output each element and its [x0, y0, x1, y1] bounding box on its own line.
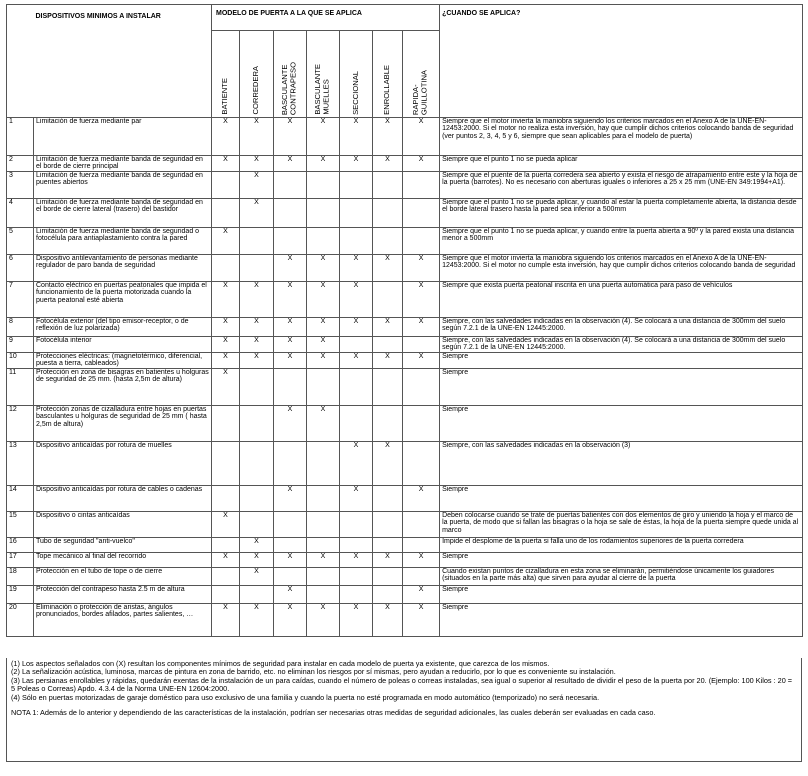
door-mark-cell: X [212, 318, 240, 337]
row-number: 14 [7, 486, 34, 512]
row-number: 4 [7, 199, 34, 228]
door-mark-cell [307, 568, 340, 586]
door-mark-cell: X [340, 604, 373, 637]
door-mark-cell: X [403, 255, 440, 282]
condition-text: Siempre que el punto 1 no se pueda aplicar [440, 156, 803, 172]
door-model-header: MODELO DE PUERTA A LA QUE SE APLICA [212, 5, 440, 31]
door-mark-cell [373, 406, 403, 442]
door-mark-cell: X [274, 337, 307, 353]
door-mark-cell: X [373, 318, 403, 337]
door-mark-cell: X [240, 538, 274, 553]
door-mark-cell: X [340, 282, 373, 318]
condition-text: Siempre [440, 353, 803, 369]
door-mark-cell: X [307, 318, 340, 337]
door-mark-cell: X [340, 318, 373, 337]
door-mark-cell: X [340, 442, 373, 486]
door-mark-cell: X [340, 118, 373, 156]
door-mark-cell [240, 512, 274, 538]
row-number: 2 [7, 156, 34, 172]
door-mark-cell [403, 172, 440, 199]
row-number: 19 [7, 586, 34, 604]
door-mark-cell: X [212, 369, 240, 406]
door-mark-cell: X [403, 318, 440, 337]
table-row [7, 512, 803, 538]
table-row [7, 255, 803, 282]
door-mark-cell: X [240, 353, 274, 369]
door-mark-cell: X [240, 282, 274, 318]
devices-table [6, 4, 803, 637]
device-label: Dispositivo o cintas anticaídas [34, 512, 212, 538]
door-mark-cell [212, 442, 240, 486]
door-mark-cell: X [373, 118, 403, 156]
devices-header: DISPOSITIVOS MINIMOS A INSTALAR [34, 5, 212, 31]
door-mark-cell: X [373, 442, 403, 486]
door-mark-cell [274, 512, 307, 538]
door-mark-cell: X [240, 337, 274, 353]
door-mark-cell [240, 369, 274, 406]
table-row [7, 538, 803, 553]
door-mark-cell [373, 172, 403, 199]
row-number: 6 [7, 255, 34, 282]
row-number: 7 [7, 282, 34, 318]
table-row [7, 586, 803, 604]
door-mark-cell: X [212, 604, 240, 637]
safety-devices-sheet [6, 4, 802, 637]
door-mark-cell [373, 282, 403, 318]
row-number: 3 [7, 172, 34, 199]
door-mark-cell: X [307, 604, 340, 637]
door-mark-cell: X [212, 553, 240, 568]
device-label: Eliminación o protección de aristas, ángulos pronunciados, bordes afilados, partes salientes, … [34, 604, 212, 637]
device-label: Dispositivo anticaídas por rotura de muelles [34, 442, 212, 486]
device-label: Fotocélula interior [34, 337, 212, 353]
condition-text: Siempre [440, 486, 803, 512]
door-mark-cell: X [212, 353, 240, 369]
condition-text: Siempre [440, 604, 803, 637]
note-2: (2) La señalización acústica, luminosa, marcas de pintura en zona de barrido, etc. no eliminan los riesgos por sí mismas, pero ayudan a reducirlo, por lo que es conveniente su instalación. [11, 667, 616, 677]
table-row [7, 553, 803, 568]
device-label: Protección del contrapeso hasta 2.5 m de altura [34, 586, 212, 604]
door-mark-cell [340, 172, 373, 199]
door-mark-cell: X [274, 255, 307, 282]
door-mark-cell [240, 406, 274, 442]
door-mark-cell: X [373, 255, 403, 282]
table-row [7, 118, 803, 156]
condition-text: Siempre que el punto 1 no se pueda aplicar, y cuando entre la puerta abierta a 90º y la pared exista una distancia menor a 500mm [440, 228, 803, 255]
condition-text: Siempre que exista puerta peatonal inscrita en una puerta automática para paso de vehículos [440, 282, 803, 318]
door-mark-cell [274, 369, 307, 406]
door-mark-cell: X [307, 156, 340, 172]
door-mark-cell: X [307, 118, 340, 156]
door-mark-cell [307, 442, 340, 486]
row-number: 9 [7, 337, 34, 353]
door-mark-cell: X [307, 353, 340, 369]
door-mark-cell [373, 538, 403, 553]
device-label: Limitación de fuerza mediante banda de seguridad en el borde de cierre lateral (trasero) del bastidor [34, 199, 212, 228]
door-mark-cell [403, 369, 440, 406]
row-number: 1 [7, 118, 34, 156]
door-mark-cell: X [274, 318, 307, 337]
door-mark-cell [212, 586, 240, 604]
door-mark-cell [240, 442, 274, 486]
door-type-batiente: BATIENTE [220, 78, 230, 115]
door-mark-cell [212, 172, 240, 199]
condition-text: Deben colocarse cuando se trate de puertas batientes con dos elementos de giro y uniendo la hoja y el marco de la puerta, de modo que si fallan las bisagras o la hoja se sale de éstas, la hoja de la puerta siempre quede unida al marco [440, 512, 803, 538]
door-mark-cell: X [212, 337, 240, 353]
device-label: Tope mecánico al final del recorrido [34, 553, 212, 568]
table-row [7, 568, 803, 586]
door-mark-cell: X [403, 156, 440, 172]
table-row [7, 318, 803, 337]
device-label: Limitación de fuerza mediante banda de seguridad en puentes abiertos [34, 172, 212, 199]
door-mark-cell: X [240, 199, 274, 228]
door-type-corredera: CORREDERA [251, 66, 261, 115]
row-number: 8 [7, 318, 34, 337]
condition-text: Siempre [440, 553, 803, 568]
door-mark-cell: X [240, 318, 274, 337]
door-mark-cell [340, 199, 373, 228]
door-mark-cell [307, 586, 340, 604]
table-row [7, 282, 803, 318]
door-mark-cell [274, 568, 307, 586]
door-mark-cell [373, 199, 403, 228]
row-number: 13 [7, 442, 34, 486]
door-mark-cell: X [403, 282, 440, 318]
door-mark-cell [340, 512, 373, 538]
door-mark-cell [340, 568, 373, 586]
door-mark-cell: X [274, 586, 307, 604]
door-mark-cell [373, 586, 403, 604]
door-mark-cell [307, 199, 340, 228]
device-label: Limitación de fuerza mediante par [34, 118, 212, 156]
table-row [7, 337, 803, 353]
door-mark-cell [340, 369, 373, 406]
door-mark-cell [373, 228, 403, 255]
door-mark-cell: X [307, 553, 340, 568]
door-mark-cell: X [240, 568, 274, 586]
door-mark-cell: X [403, 118, 440, 156]
door-type-basculante-muelles: BASCULANTE MUELLES [313, 64, 331, 115]
door-mark-cell [373, 486, 403, 512]
door-mark-cell: X [240, 604, 274, 637]
condition-text: Siempre que el punto 1 no se pueda aplicar, y cuando al estar la puerta completamente abierta, la distancia desde el borde lateral trasero hasta la pared sea inferior a 500mm [440, 199, 803, 228]
table-row [7, 228, 803, 255]
condition-text: Cuando existan puntos de cizalladura en esta zona se eliminarán, permitiéndose únicamente los guiadores (situados en la parte más alta) que sirven para ayudar al cierre de la puerta [440, 568, 803, 586]
door-mark-cell [307, 486, 340, 512]
door-mark-cell: X [307, 337, 340, 353]
header-row [7, 5, 803, 31]
door-mark-cell: X [212, 282, 240, 318]
condition-text: Siempre, con las salvedades indicadas en la observación (3) [440, 442, 803, 486]
door-mark-cell [403, 337, 440, 353]
door-mark-cell: X [307, 282, 340, 318]
condition-text: Siempre, con las salvedades indicadas en la observación (4). Se colocará a una distancia de 300mm del suelo según 7.2.1 de la UNE-EN 12445:2000. [440, 318, 803, 337]
table-row [7, 156, 803, 172]
door-mark-cell: X [240, 156, 274, 172]
door-mark-cell: X [373, 156, 403, 172]
door-mark-cell [212, 406, 240, 442]
note-4: (4) Sólo en puertas motorizadas de garaje doméstico para uso exclusivo de una familia y cuando la puerta no esté programada en modo automático (temporizado) no será necesaria. [11, 692, 600, 702]
door-mark-cell [307, 538, 340, 553]
door-mark-cell [403, 228, 440, 255]
door-mark-cell [212, 538, 240, 553]
door-mark-cell: X [274, 156, 307, 172]
device-label: Protección en zona de bisagras en batientes u holguras de seguridad de 25 mm. (hasta 2,5m de altura) [34, 369, 212, 406]
table-row [7, 406, 803, 442]
device-label: Limitación de fuerza mediante banda de seguridad o fotocélula para antiaplastamiento contra la pared [34, 228, 212, 255]
device-label: Protección en el tubo de tope o de cierre [34, 568, 212, 586]
door-mark-cell: X [403, 553, 440, 568]
door-mark-cell [340, 538, 373, 553]
door-mark-cell [373, 337, 403, 353]
door-mark-cell: X [240, 172, 274, 199]
door-type-row [7, 31, 803, 118]
door-mark-cell [373, 369, 403, 406]
door-mark-cell: X [403, 486, 440, 512]
when-header: ¿CUANDO SE APLICA? [440, 5, 803, 31]
condition-text: Siempre [440, 369, 803, 406]
condition-text: Impide el desplome de la puerta si falla uno de los rodamientos superiores de la puerta corredera [440, 538, 803, 553]
door-mark-cell [274, 199, 307, 228]
row-number: 12 [7, 406, 34, 442]
door-mark-cell [307, 172, 340, 199]
condition-text: Siempre [440, 586, 803, 604]
door-mark-cell [212, 255, 240, 282]
door-type-rapida-guillotina: RAPIDA- GUILLOTINA [411, 69, 430, 115]
door-mark-cell: X [274, 604, 307, 637]
door-mark-cell: X [212, 118, 240, 156]
door-mark-cell: X [403, 604, 440, 637]
door-mark-cell [240, 228, 274, 255]
door-mark-cell: X [403, 586, 440, 604]
door-mark-cell [340, 337, 373, 353]
condition-text: Siempre que el motor invierta la maniobra siguiendo los criterios marcados en el Anexo A de la UNE-EN-12453:2000. Si el motor no realiza esta inversión, hay que cumplir dichos criterios colocando banda de seguridad (ver puntos 2, 3, 4, 5 y 6, siempre que sean aplicables para el modelo de puerta) [440, 118, 803, 156]
door-type-basculante-contrapeso: BASCULANTE CONTRAPESO [280, 61, 298, 115]
door-mark-cell: X [307, 255, 340, 282]
door-mark-cell: X [340, 486, 373, 512]
door-mark-cell: X [212, 512, 240, 538]
door-mark-cell: X [373, 353, 403, 369]
door-mark-cell [403, 442, 440, 486]
door-mark-cell [340, 406, 373, 442]
door-mark-cell [307, 369, 340, 406]
door-mark-cell [274, 538, 307, 553]
door-mark-cell: X [373, 553, 403, 568]
door-mark-cell [212, 568, 240, 586]
notes-section [6, 658, 802, 762]
door-mark-cell [274, 442, 307, 486]
door-mark-cell: X [274, 353, 307, 369]
device-label: Limitación de fuerza mediante banda de seguridad en el borde de cierre principal [34, 156, 212, 172]
door-mark-cell: X [340, 553, 373, 568]
door-mark-cell [307, 228, 340, 255]
door-mark-cell: X [340, 255, 373, 282]
door-mark-cell: X [274, 282, 307, 318]
row-number: 18 [7, 568, 34, 586]
device-label: Dispositivo antilevantamiento de personas mediante regulador de paro banda de seguridad [34, 255, 212, 282]
door-mark-cell: X [340, 156, 373, 172]
door-mark-cell: X [274, 553, 307, 568]
door-mark-cell [403, 538, 440, 553]
condition-text: Siempre [440, 406, 803, 442]
device-label: Protecciones eléctricas: (magnetotérmico, diferencial, puesta a tierra, cableados) [34, 353, 212, 369]
door-mark-cell: X [340, 353, 373, 369]
device-label: Contacto eléctrico en puertas peatonales que impida el funcionamiento de la puerta motorizada cuando la puerta peatonal esté abierta [34, 282, 212, 318]
door-mark-cell [240, 586, 274, 604]
door-mark-cell [274, 228, 307, 255]
row-number: 11 [7, 369, 34, 406]
row-number: 20 [7, 604, 34, 637]
note-1: (1) Los aspectos señalados con (X) resultan los componentes mínimos de seguridad para instalar en cada modelo de puerta ya existente, que carezca de los mismos. [11, 659, 550, 668]
door-mark-cell [240, 486, 274, 512]
note-3: (3) Las persianas enrollables y rápidas, quedarán exentas de la instalación de un para caídas, cuando el número de poleas o correas instaladas, sea igual o superior al resultado de dividir el peso de la puerta por 20. (Ejemplo: 100 Kilos : 20 = 5 Poleas o Correas) Apdo. 4.3.4 de la Norma UNE-EN 12604:2000. [11, 675, 793, 694]
door-mark-cell [307, 512, 340, 538]
condition-text: Siempre que el puente de la puerta corredera sea abierto y exista el riesgo de atrapamiento entre este y la hoja de la puerta (barrotes). No es necesario con aberturas iguales o inferiores a 25 x 25 mm (UNE-EN 349:1994+A1). [440, 172, 803, 199]
door-mark-cell: X [240, 553, 274, 568]
table-row [7, 442, 803, 486]
table-row [7, 369, 803, 406]
nota-1: NOTA 1: Además de lo anterior y dependiendo de las características de la instalación, podrían ser necesarias otras medidas de seguridad adicionales, las cuales deberán ser evaluadas en cada caso. [11, 708, 656, 718]
door-mark-cell [340, 228, 373, 255]
device-label: Tubo de seguridad "anti-vuelco" [34, 538, 212, 553]
door-mark-cell: X [274, 118, 307, 156]
table-row [7, 199, 803, 228]
device-label: Fotocélula exterior (del tipo emisor-receptor, o de reflexión de luz polarizada) [34, 318, 212, 337]
door-mark-cell: X [307, 406, 340, 442]
door-mark-cell [340, 586, 373, 604]
table-row [7, 486, 803, 512]
door-mark-cell: X [274, 486, 307, 512]
door-mark-cell [212, 486, 240, 512]
row-number: 17 [7, 553, 34, 568]
door-mark-cell [403, 406, 440, 442]
door-mark-cell: X [274, 406, 307, 442]
door-mark-cell [274, 172, 307, 199]
door-mark-cell: X [212, 228, 240, 255]
door-mark-cell [373, 568, 403, 586]
row-number: 15 [7, 512, 34, 538]
door-mark-cell [403, 512, 440, 538]
door-mark-cell: X [212, 156, 240, 172]
row-number: 10 [7, 353, 34, 369]
table-row [7, 604, 803, 637]
condition-text: Siempre, con las salvedades indicadas en la observación (4). Se colocará a una distancia de 300mm del suelo según 7.2.1 de la UNE-EN 12445:2000. [440, 337, 803, 353]
row-number: 16 [7, 538, 34, 553]
door-mark-cell [240, 255, 274, 282]
device-label: Protección zonas de cizalladura entre hojas en puertas basculantes u holguras de seguridad de 25 mm ( hasta 2,5m de altura) [34, 406, 212, 442]
door-mark-cell [403, 199, 440, 228]
condition-text: Siempre que el motor invierta la maniobra siguiendo los criterios marcados en el Anexo A de la UNE-EN-12453:2000. Si el motor no cumple esta inversión, hay que cumplir dichos criterios colocando banda de seguridad [440, 255, 803, 282]
door-mark-cell: X [373, 604, 403, 637]
door-type-seccional: SECCIONAL [350, 71, 360, 115]
row-number: 5 [7, 228, 34, 255]
door-mark-cell [373, 512, 403, 538]
door-mark-cell [212, 199, 240, 228]
device-label: Dispositivo anticaídas por rotura de cables o cadenas [34, 486, 212, 512]
door-mark-cell: X [240, 118, 274, 156]
door-type-enrollable: ENROLLABLE [382, 65, 392, 115]
table-row [7, 172, 803, 199]
door-mark-cell: X [403, 353, 440, 369]
table-row [7, 353, 803, 369]
door-mark-cell [403, 568, 440, 586]
